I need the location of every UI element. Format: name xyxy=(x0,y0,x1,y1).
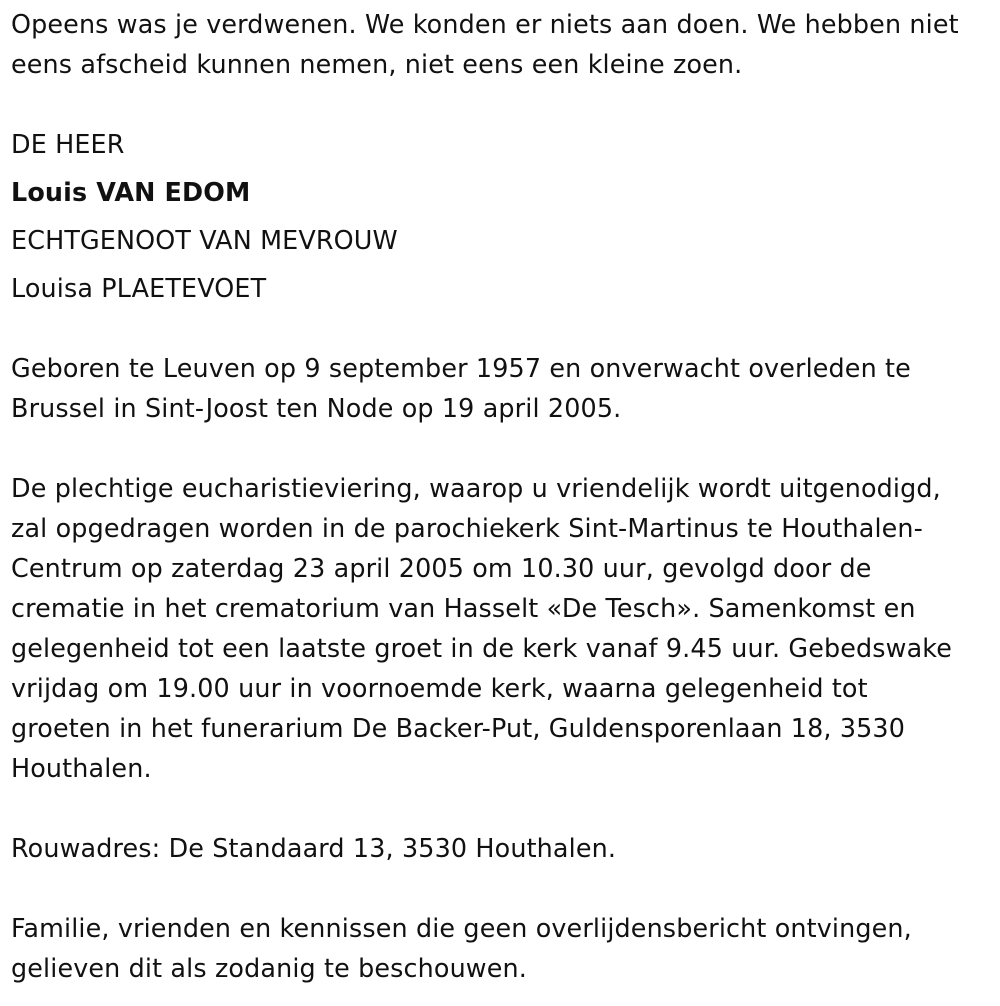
deceased-block xyxy=(11,120,991,312)
deceased-name: Louis VAN EDOM xyxy=(11,177,251,207)
ceremony-paragraph xyxy=(11,468,991,788)
ceremony-line: crematie in het crematorium van Hasselt «De Tesch». Samenkomst en xyxy=(11,593,916,623)
closing-paragraph xyxy=(11,908,991,988)
intro-paragraph xyxy=(11,4,991,84)
closing-line: gelieven dit als zodanig te beschouwen. xyxy=(11,953,527,983)
birth-death-paragraph xyxy=(11,348,991,428)
ceremony-line: Centrum op zaterdag 23 april 2005 om 10.30 uur, gevolgd door de xyxy=(11,553,872,583)
ceremony-line: groeten in het funerarium De Backer-Put, Guldensporenlaan 18, 3530 xyxy=(11,713,906,743)
obituary-notice xyxy=(11,4,991,988)
mourning-address: Rouwadres: De Standaard 13, 3530 Houthalen. xyxy=(11,833,617,863)
spouse-name: Louisa PLAETEVOET xyxy=(11,273,267,303)
closing-line: Familie, vrienden en kennissen die geen overlijdensbericht ontvingen, xyxy=(11,913,912,943)
birth-death-line: Brussel in Sint-Joost ten Node op 19 april 2005. xyxy=(11,393,622,423)
intro-line: Opeens was je verdwenen. We konden er niets aan doen. We hebben niet xyxy=(11,9,959,39)
spacer xyxy=(11,428,991,468)
spacer xyxy=(11,308,991,348)
deceased-relation: ECHTGENOOT VAN MEVROUW xyxy=(11,225,398,255)
intro-line: eens afscheid kunnen nemen, niet eens een kleine zoen. xyxy=(11,49,743,79)
address-paragraph xyxy=(11,828,991,868)
ceremony-line: De plechtige eucharistieviering, waarop u vriendelijk wordt uitgenodigd, xyxy=(11,473,941,503)
spacer xyxy=(11,868,991,908)
deceased-title: DE HEER xyxy=(11,129,125,159)
spacer xyxy=(11,788,991,828)
ceremony-line: Houthalen. xyxy=(11,753,152,783)
spacer xyxy=(11,84,991,124)
ceremony-line: gelegenheid tot een laatste groet in de kerk vanaf 9.45 uur. Gebedswake xyxy=(11,633,953,663)
ceremony-line: vrijdag om 19.00 uur in voornoemde kerk, waarna gelegenheid tot xyxy=(11,673,868,703)
birth-death-line: Geboren te Leuven op 9 september 1957 en onverwacht overleden te xyxy=(11,353,911,383)
ceremony-line: zal opgedragen worden in de parochiekerk Sint-Martinus te Houthalen- xyxy=(11,513,923,543)
